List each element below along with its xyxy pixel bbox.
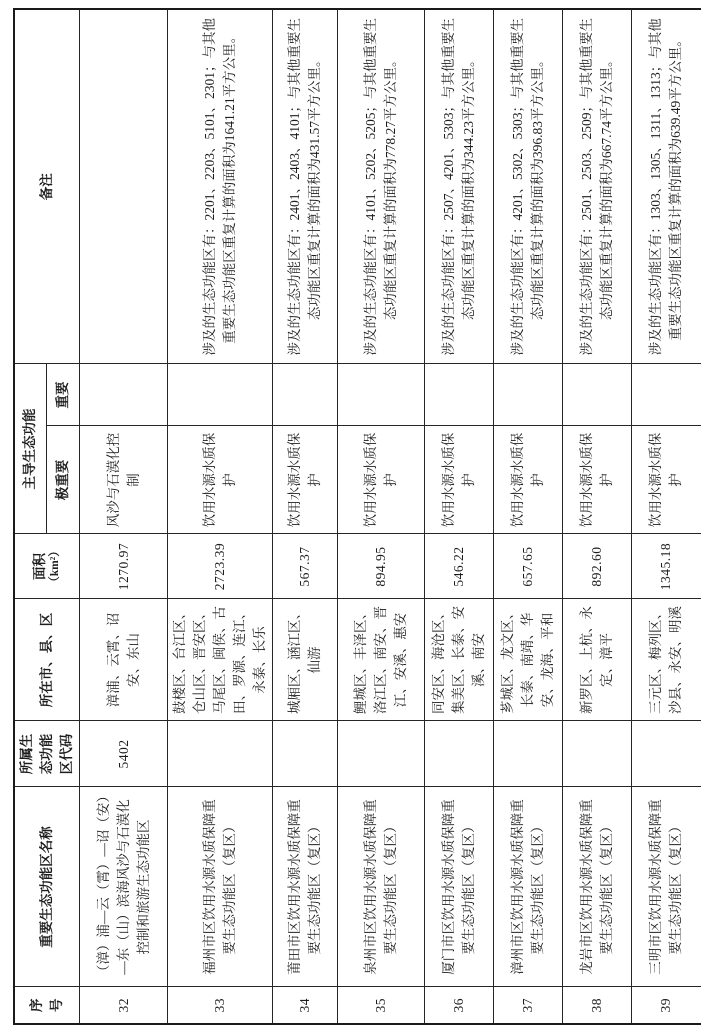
cell-remark: 涉及的生态功能区有：2507、4201、5303；与其他重要生态功能区重复计算的面积为344.23平方公里。 [425, 9, 494, 364]
cell-area: 567.37 [273, 534, 338, 599]
cell-area: 894.95 [338, 534, 425, 599]
cell-cities: 芗城区、龙文区、长泰、南靖、华安、龙海、平和 [494, 599, 563, 721]
cell-remark: 涉及的生态功能区有：4201、5302、5303；与其他重要生态功能区重复计算的面积为396.83平方公里。 [494, 9, 563, 364]
area-label: 面积 [32, 553, 47, 580]
cell-index: 35 [338, 987, 425, 1024]
cell-name: 三明市区饮用水源水质保障重要生态功能区（复区） [632, 787, 701, 987]
cell-important [425, 364, 494, 426]
cell-area: 892.60 [563, 534, 632, 599]
cell-cities: 同安区、海沧区、集美区、长泰、安溪、南安 [425, 599, 494, 721]
cell-remark: 涉及的生态功能区有：2401、2403、4101；与其他重要生态功能区重复计算的面积为431.57平方公里。 [273, 9, 338, 364]
header-row-1 [14, 9, 46, 1024]
cell-cities: 三元区、梅列区、沙县、永安、明溪 [632, 599, 701, 721]
cell-remark: 涉及的生态功能区有：2201、2203、5101、2301；与其他重要生态功能区重复计算的面积为1641.21平方公里。 [168, 9, 273, 364]
cell-area: 1345.18 [632, 534, 701, 599]
area-unit: （km²） [49, 545, 61, 588]
cell-name: （漳）浦—云（霄）—诏（安）—东（山）滨海风沙与石漠化控制和旅游生态功能区 [80, 787, 168, 987]
table-row [338, 9, 425, 1024]
cell-critical: 风沙与石漠化控制 [80, 426, 168, 534]
cell-area: 1270.97 [80, 534, 168, 599]
cell-index: 34 [273, 987, 338, 1024]
cell-code [425, 721, 494, 787]
cell-cities: 漳浦、云霄、诏安、东山 [80, 599, 168, 721]
cell-index: 37 [494, 987, 563, 1024]
cell-critical: 饮用水源水质保护 [494, 426, 563, 534]
cell-name: 莆田市区饮用水源水质保障重要生态功能区（复区） [273, 787, 338, 987]
cell-cities: 城厢区、涵江区、仙游 [273, 599, 338, 721]
cell-cities: 鼓楼区、台江区、仓山区、晋安区、马尾区、闽侯、古田、罗源、连江、永泰、长乐 [168, 599, 273, 721]
cell-code: 5402 [80, 721, 168, 787]
cell-code [168, 721, 273, 787]
col-header-important: 重要 [46, 364, 79, 426]
table-row [168, 9, 273, 1024]
cell-name: 泉州市区饮用水源水质保障重要生态功能区（复区） [338, 787, 425, 987]
cell-important [632, 364, 701, 426]
cell-code [563, 721, 632, 787]
cell-name: 福州市区饮用水源水质保障重要生态功能区（复区） [168, 787, 273, 987]
cell-critical: 饮用水源水质保护 [563, 426, 632, 534]
cell-name: 漳州市区饮用水源水质保障重要生态功能区（复区） [494, 787, 563, 987]
cell-code [632, 721, 701, 787]
cell-area: 2723.39 [168, 534, 273, 599]
cell-remark: 涉及的生态功能区有：2501、2503、2509；与其他重要生态功能区重复计算的面积为667.74平方公里。 [563, 9, 632, 364]
cell-index: 38 [563, 987, 632, 1024]
cell-code [494, 721, 563, 787]
cell-critical: 饮用水源水质保护 [632, 426, 701, 534]
rotated-table-container [13, 10, 692, 1025]
cell-important [563, 364, 632, 426]
eco-function-zone-table [13, 8, 701, 1025]
cell-code [273, 721, 338, 787]
col-header-remark: 备注 [14, 9, 80, 364]
col-header-index: 序号 [14, 987, 80, 1024]
cell-index: 33 [168, 987, 273, 1024]
cell-remark: 涉及的生态功能区有：1303、1305、1311、1313；与其他重要生态功能区重复计算的面积为639.49平方公里。 [632, 9, 701, 364]
table-row [425, 9, 494, 1024]
cell-name: 龙岩市区饮用水源水质保障重要生态功能区（复区） [563, 787, 632, 987]
table-row [632, 9, 701, 1024]
col-header-critical: 极重要 [46, 426, 79, 534]
cell-critical: 饮用水源水质保护 [425, 426, 494, 534]
cell-important [338, 364, 425, 426]
cell-important [168, 364, 273, 426]
col-header-area [14, 534, 80, 599]
cell-critical: 饮用水源水质保护 [338, 426, 425, 534]
cell-area: 546.22 [425, 534, 494, 599]
cell-critical: 饮用水源水质保护 [273, 426, 338, 534]
cell-remark [80, 9, 168, 364]
cell-index: 39 [632, 987, 701, 1024]
col-header-code: 所属生态功能区代码 [14, 721, 80, 787]
cell-remark: 涉及的生态功能区有：4101、5202、5205；与其他重要生态功能区重复计算的面积为778.27平方公里。 [338, 9, 425, 364]
col-header-city: 所在市、县、区 [14, 599, 80, 721]
table-row [273, 9, 338, 1024]
cell-critical: 饮用水源水质保护 [168, 426, 273, 534]
table-row [494, 9, 563, 1024]
cell-index: 32 [80, 987, 168, 1024]
cell-important [494, 364, 563, 426]
cell-cities: 鲤城区、丰泽区、洛江区、南安、晋江、安溪、惠安 [338, 599, 425, 721]
cell-cities: 新罗区、上杭、永定、漳平 [563, 599, 632, 721]
cell-name: 厦门市区饮用水源水质保障重要生态功能区（复区） [425, 787, 494, 987]
cell-important [273, 364, 338, 426]
col-header-name: 重要生态功能区名称 [14, 787, 80, 987]
cell-area: 657.65 [494, 534, 563, 599]
cell-important [80, 364, 168, 426]
cell-code [338, 721, 425, 787]
cell-index: 36 [425, 987, 494, 1024]
col-header-function-group: 主导生态功能 [14, 364, 46, 534]
table-row [80, 9, 168, 1024]
table-row [563, 9, 632, 1024]
